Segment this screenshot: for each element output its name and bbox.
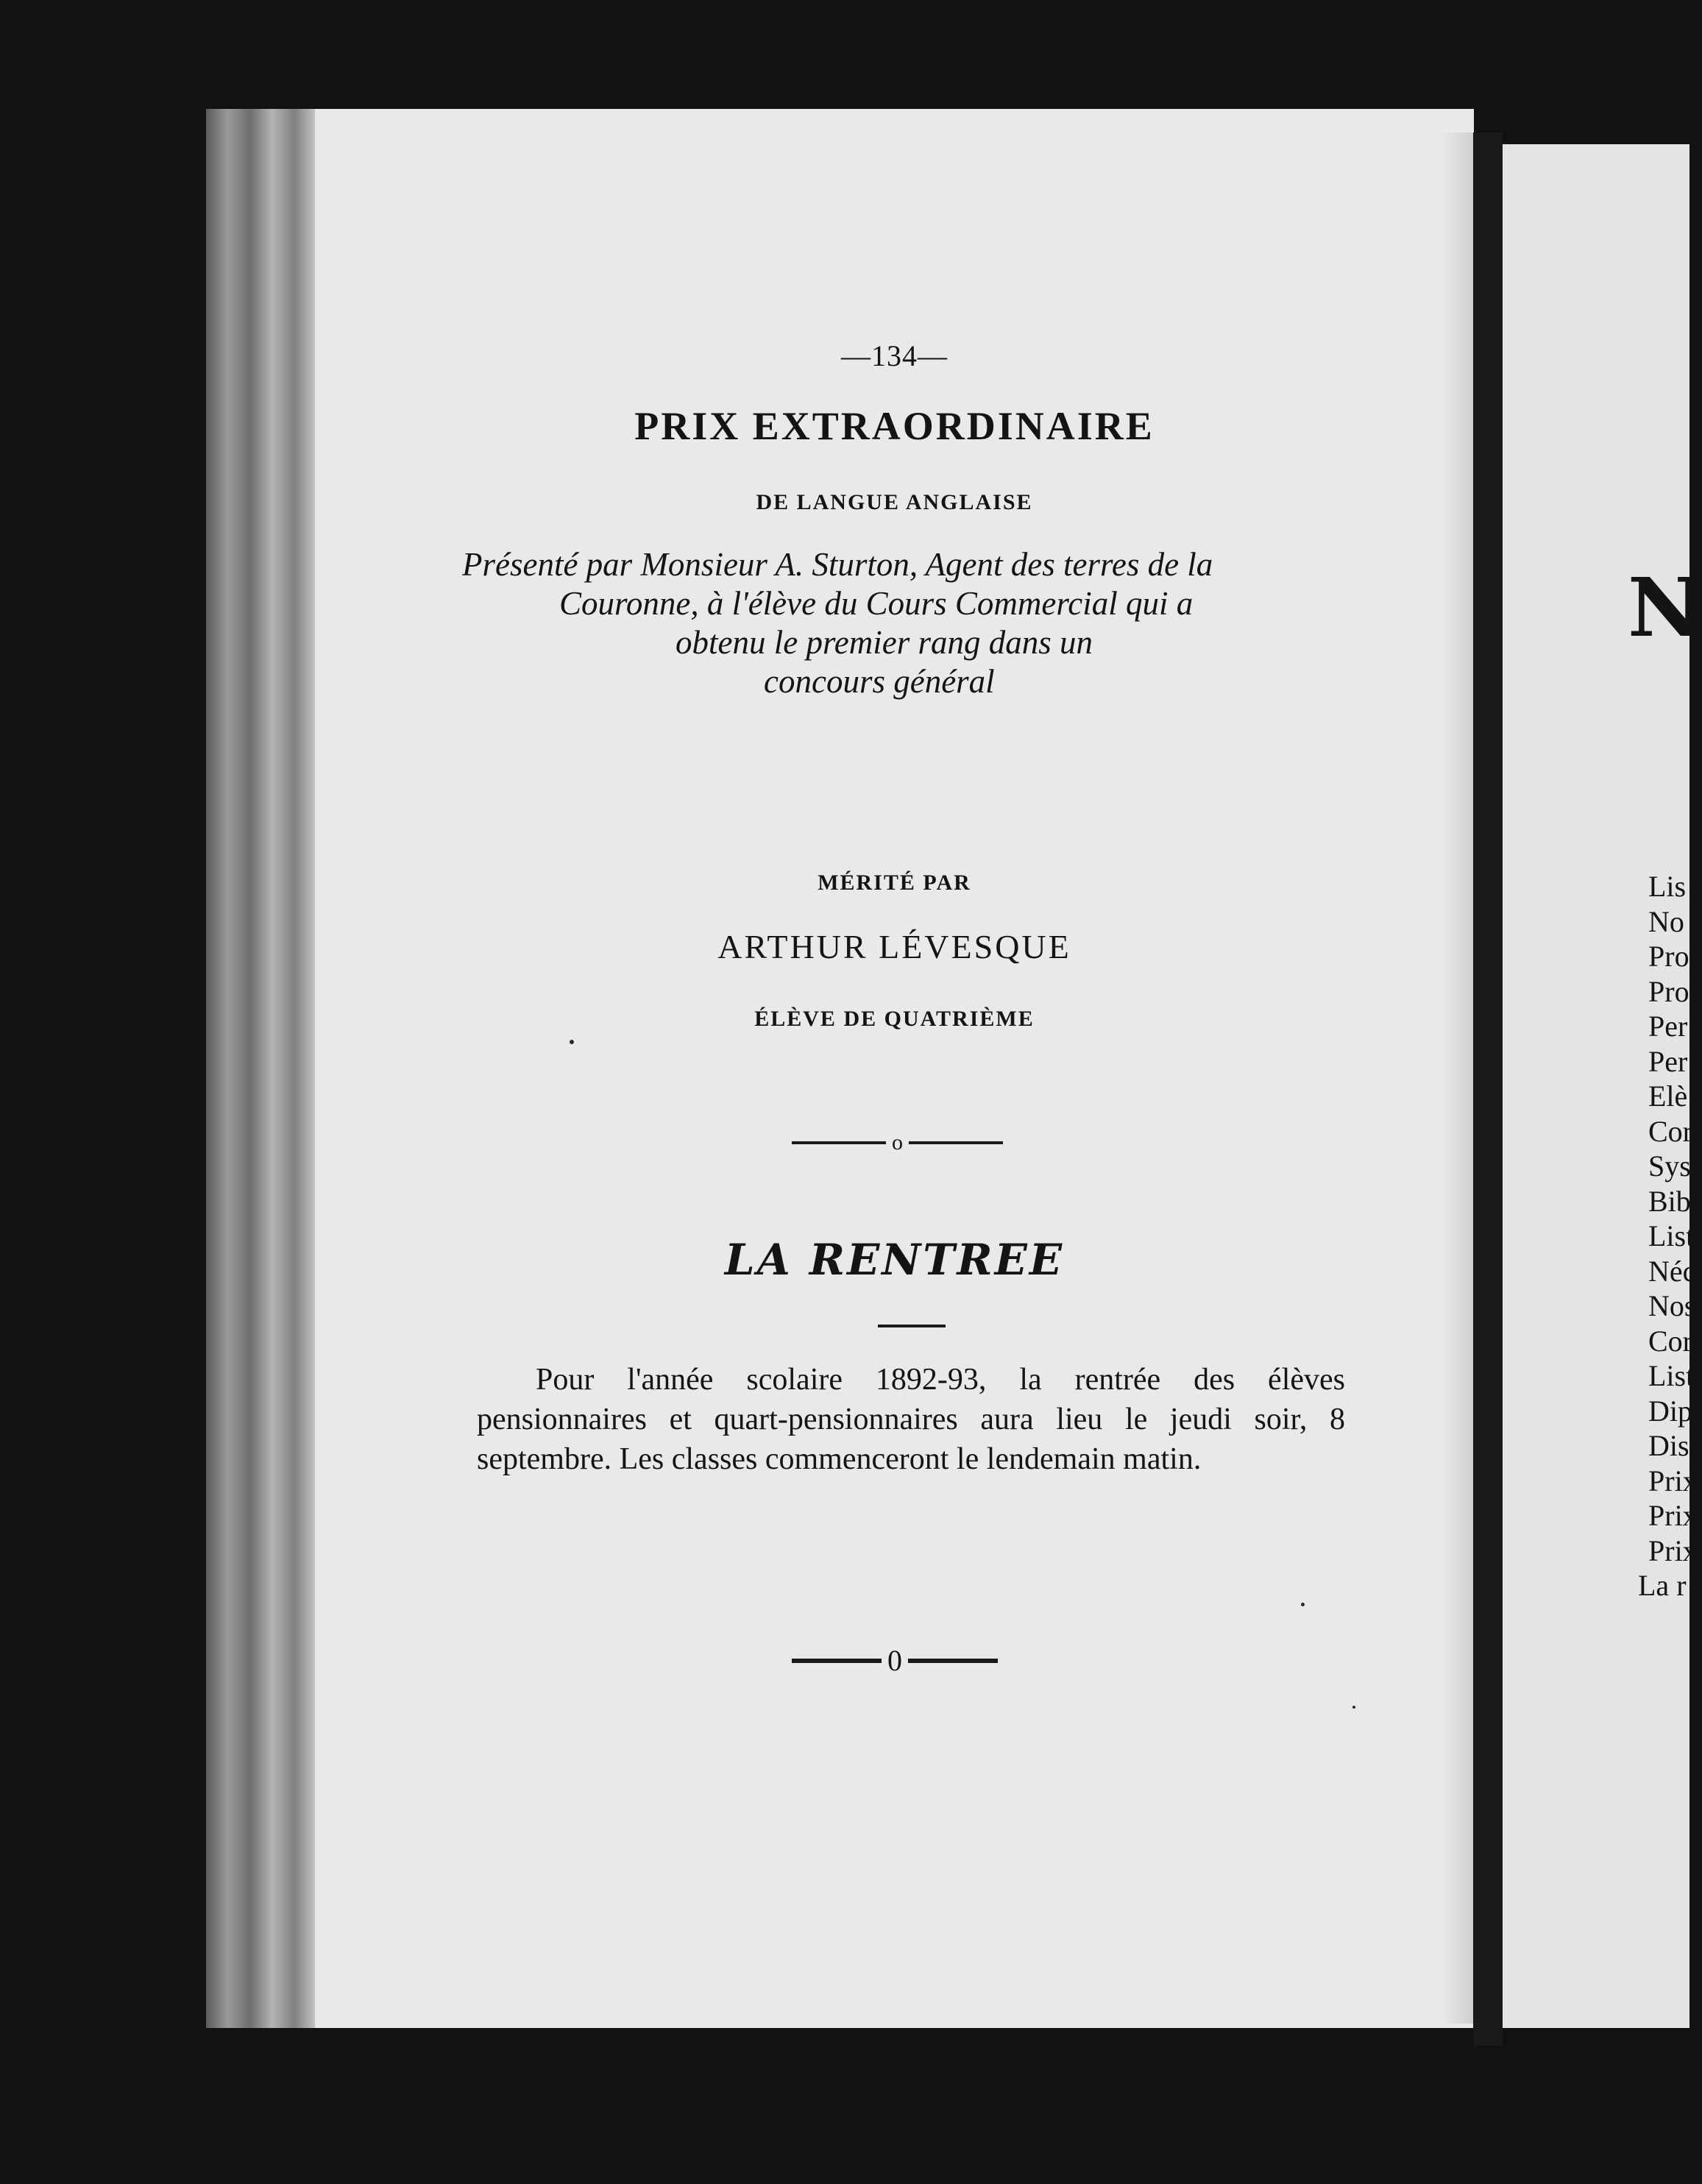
toc-item: Elè bbox=[1648, 1079, 1688, 1113]
toc-item: Cor bbox=[1648, 1324, 1692, 1358]
toc-item: Dis bbox=[1648, 1429, 1689, 1462]
prize-subtitle: DE LANGUE ANGLAISE bbox=[756, 490, 1033, 514]
presentation-text bbox=[462, 545, 1356, 701]
winner-grade: ÉLÈVE DE QUATRIÈME bbox=[754, 1007, 1035, 1031]
divider-bar bbox=[792, 1141, 886, 1144]
presentation-line: Couronne, à l'élève du Cours Commercial qui a bbox=[559, 585, 1194, 622]
section-divider bbox=[792, 1132, 1003, 1154]
toc-item: Per bbox=[1648, 1010, 1688, 1043]
presentation-line: obtenu le premier rang dans un bbox=[676, 624, 1093, 661]
right-page-fragment bbox=[1503, 144, 1702, 2028]
toc-item: Prix bbox=[1648, 1464, 1698, 1497]
toc-item: Cor bbox=[1648, 1114, 1692, 1148]
toc-item: Prix bbox=[1648, 1499, 1698, 1532]
toc-item: Sys bbox=[1648, 1149, 1691, 1183]
title-rule bbox=[878, 1325, 946, 1327]
toc-item: Per bbox=[1648, 1044, 1688, 1078]
right-page-heading: N bbox=[1628, 560, 1702, 655]
table-of-contents-fragment bbox=[1638, 869, 1698, 1603]
toc-item: La r bbox=[1638, 1569, 1687, 1602]
toc-item: No bbox=[1648, 904, 1684, 938]
winner-name: ARTHUR LÉVESQUE bbox=[717, 928, 1071, 965]
dust-speck bbox=[1352, 1706, 1355, 1709]
rentree-paragraph bbox=[477, 1360, 1345, 1479]
toc-item: Pro bbox=[1648, 940, 1689, 973]
section-title: LA RENTREE bbox=[724, 1235, 1065, 1285]
toc-item: Nos bbox=[1648, 1289, 1696, 1322]
book-page-edges bbox=[206, 109, 316, 2028]
left-page bbox=[315, 109, 1474, 2028]
divider-bar bbox=[908, 1659, 998, 1663]
divider-bar bbox=[909, 1141, 1003, 1144]
page-curl-shadow bbox=[1442, 132, 1473, 2024]
toc-item: List bbox=[1648, 1219, 1695, 1252]
page-number: —134— bbox=[841, 339, 948, 372]
toc-item: Pro bbox=[1648, 974, 1689, 1008]
book-gutter bbox=[1473, 132, 1503, 2046]
toc-item: Lis bbox=[1648, 870, 1687, 903]
paragraph-text: Pour l'année scolaire 1892-93, la rentrée des élèves pensionnaires et quart-pensionnaires aura lieu le jeudi soir, 8 septembre. Les classes commenceront le lendemain matin. bbox=[477, 1363, 1345, 1476]
presentation-line: Présenté par Monsieur A. Sturton, Agent des terres de la bbox=[462, 546, 1213, 583]
prize-title: PRIX EXTRAORDINAIRE bbox=[634, 404, 1155, 448]
toc-item: Dip bbox=[1648, 1394, 1692, 1428]
divider-bar bbox=[792, 1659, 882, 1663]
toc-item: Prix bbox=[1648, 1534, 1698, 1567]
presentation-line: concours général bbox=[764, 663, 995, 700]
closing-divider bbox=[792, 1644, 998, 1677]
toc-item: List bbox=[1648, 1359, 1695, 1392]
dust-speck bbox=[1301, 1603, 1305, 1606]
toc-item: Néc bbox=[1648, 1254, 1696, 1288]
merit-label: MÉRITÉ PAR bbox=[818, 871, 971, 895]
divider-mark: 0 bbox=[887, 1644, 902, 1677]
dust-speck bbox=[570, 1040, 574, 1044]
toc-item: Bib bbox=[1648, 1184, 1691, 1218]
divider-mark: o bbox=[892, 1130, 903, 1155]
